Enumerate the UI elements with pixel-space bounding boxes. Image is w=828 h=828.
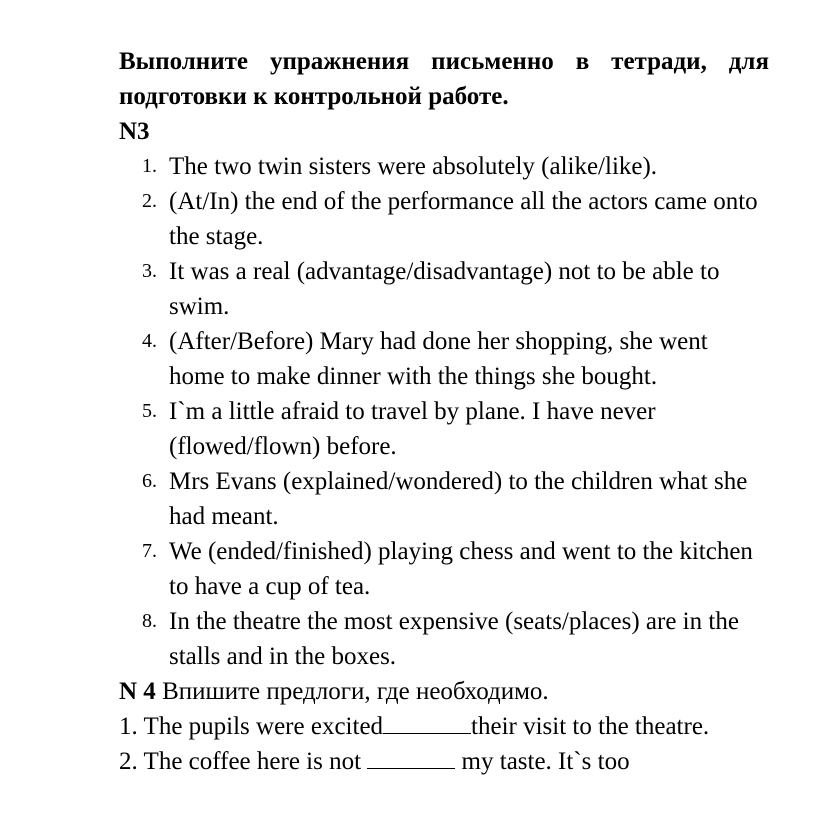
item-number: 5.	[142, 400, 157, 422]
item-number: 4.	[142, 330, 157, 352]
assignment-heading: Выполните упражнения письменно в тетради, для подготовки к контрольной работе.	[119, 48, 769, 110]
exercise-3-list	[119, 149, 769, 674]
exercise-3-item	[119, 254, 769, 324]
exercise-3-item	[119, 534, 769, 604]
item-number: 2.	[142, 190, 157, 212]
item-text-after: their visit to the theatre.	[471, 713, 710, 740]
answer-blank	[383, 711, 471, 734]
item-text: (After/Before) Mary had done her shopping, she went home to make dinner with the things she bought.	[169, 328, 708, 390]
exercise-4-header	[119, 674, 769, 709]
exercise-3-item	[119, 184, 769, 254]
answer-blank	[367, 746, 455, 769]
item-number: 1.	[142, 155, 157, 177]
document-content	[119, 44, 769, 779]
item-number: 6.	[142, 470, 157, 492]
item-number: 7.	[142, 540, 157, 562]
exercise-3-item	[119, 464, 769, 534]
item-text: (At/In) the end of the performance all the actors came onto the stage.	[169, 188, 758, 250]
exercise-3-item	[119, 604, 769, 674]
item-text-before: 1. The pupils were excited	[119, 713, 384, 740]
exercise-3-item	[119, 149, 769, 184]
exercise-4-item	[119, 709, 769, 744]
item-text: It was a real (advantage/disadvantage) not to be able to swim.	[169, 258, 720, 320]
exercise-3-label: N3	[119, 118, 150, 145]
item-text: I`m a little afraid to travel by plane. I have never (flowed/flown) before.	[169, 398, 656, 460]
exercise-3-item	[119, 324, 769, 394]
item-number: 8.	[142, 610, 157, 632]
item-number: 3.	[142, 260, 157, 282]
exercise-4-item	[119, 744, 769, 779]
item-text-after: my taste. It`s too	[461, 748, 630, 775]
exercise-3-item	[119, 394, 769, 464]
item-text-before: 2. The coffee here is not	[119, 748, 362, 775]
item-text: The two twin sisters were absolutely (alike/like).	[169, 153, 658, 180]
item-text: Mrs Evans (explained/wondered) to the children what she had meant.	[169, 468, 748, 530]
exercise-4-instruction: Впишите предлоги, где необходимо.	[155, 678, 549, 705]
exercise-4-label: N 4	[119, 678, 156, 705]
item-text: In the theatre the most expensive (seats/places) are in the stalls and in the boxes.	[169, 608, 739, 670]
item-text: We (ended/finished) playing chess and went to the kitchen to have a cup of tea.	[169, 538, 753, 600]
